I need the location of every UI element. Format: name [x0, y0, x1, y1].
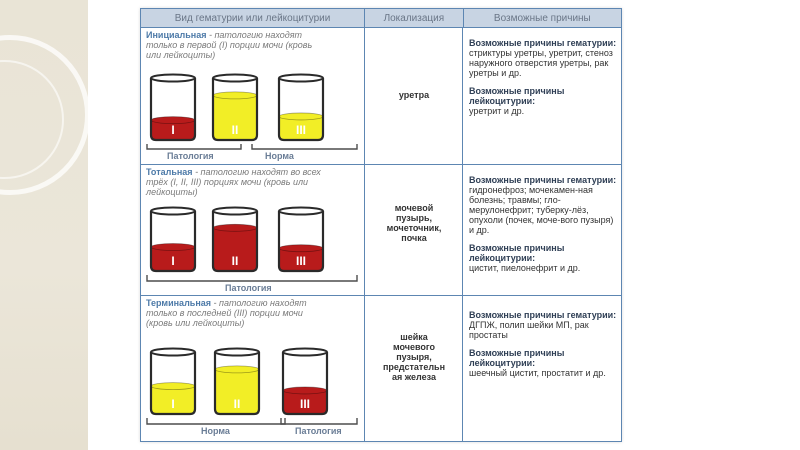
cup-liquid-surface [151, 244, 195, 251]
header-causes: Возможные причины [493, 12, 591, 24]
cup-liquid-surface [279, 245, 323, 252]
cup-1 [151, 208, 195, 272]
cup-rim [151, 208, 195, 215]
cup-numeral: III [295, 254, 307, 268]
label-left: Патология [167, 151, 214, 161]
type-cell [141, 165, 365, 295]
causes-cell [463, 296, 621, 441]
cup-3 [283, 349, 327, 415]
label-right: Патология [295, 426, 342, 436]
type-name: Инициальная [146, 30, 207, 40]
leukocyturia-causes: уретрит и др. [469, 106, 525, 116]
cup-rim [283, 349, 327, 356]
cup-numeral: I [171, 397, 175, 411]
header-localization: Локализация [365, 9, 464, 27]
table-header [141, 9, 621, 28]
causes-cell [463, 165, 621, 295]
cup-rim [213, 75, 257, 82]
hematuria-heading: Возможные причины гематурии: [469, 310, 617, 320]
cups-illustration [141, 165, 365, 295]
table-row-initial [141, 28, 621, 165]
localization-cell [365, 165, 463, 295]
type-cell [141, 28, 365, 164]
cup-3 [279, 75, 323, 141]
cup-1 [151, 75, 195, 141]
cup-rim [279, 75, 323, 82]
table-row-total [141, 165, 621, 296]
cup-liquid-surface [283, 387, 327, 394]
leukocyturia-heading: Возможные причины лейкоцитурии: [469, 86, 565, 106]
hematuria-heading: Возможные причины гематурии: [469, 38, 617, 48]
left-decor-band [0, 0, 88, 450]
type-name: Тотальная [146, 167, 193, 177]
cup-3 [279, 208, 323, 272]
localization-text: шейка мочевого пузыря, предстательн ая железа [382, 332, 446, 382]
cups-illustration [141, 28, 365, 164]
label-left: Норма [201, 426, 230, 436]
cup-numeral: II [231, 123, 239, 137]
hematuria-causes: ДГПЖ, полип шейки МП, рак простаты [469, 320, 589, 340]
leukocyturia-heading: Возможные причины лейкоцитурии: [469, 348, 565, 368]
cup-rim [151, 349, 195, 356]
type-description: Терминальная - патологию находят только в последней (III) порции мочи (кровь или лейкоциты) [146, 298, 307, 328]
cups-illustration [141, 296, 365, 441]
cup-numeral: I [171, 123, 175, 137]
type-name: Терминальная [146, 298, 212, 308]
cup-2 [213, 75, 257, 141]
type-description: Инициальная - патологию находят только в первой (I) порции мочи (кровь или лейкоциты) [146, 30, 313, 60]
causes-text [469, 310, 617, 386]
cup-rim [215, 349, 259, 356]
type-cell [141, 296, 365, 441]
table-row-terminal [141, 296, 621, 441]
localization-text: мочевой пузырь, мочеточник, почка [386, 203, 442, 243]
cup-liquid-surface [215, 366, 259, 373]
cup-2 [213, 208, 257, 272]
label-center: Патология [225, 283, 272, 293]
cup-2 [215, 349, 259, 415]
cup-numeral: III [299, 397, 311, 411]
hematuria-heading: Возможные причины гематурии: [469, 175, 617, 185]
header-type: Вид гематурии или лейкоцитурии [141, 9, 365, 27]
localization-cell [365, 296, 463, 441]
cup-rim [213, 208, 257, 215]
cup-numeral: I [171, 254, 175, 268]
localization-text: уретра [398, 90, 430, 100]
cup-group [151, 349, 327, 415]
causes-cell [463, 28, 621, 164]
type-description: Тотальная - патологию находят во всех трёх (I, II, III) порциях мочи (кровь или лейкоциты) [146, 167, 321, 197]
cup-liquid-surface [279, 113, 323, 120]
localization-cell [365, 28, 463, 164]
cup-1 [151, 349, 195, 415]
cup-rim [151, 75, 195, 82]
cup-numeral: III [295, 123, 307, 137]
cup-group [151, 208, 323, 272]
hematuria-table [140, 8, 622, 442]
cup-liquid-surface [151, 383, 195, 390]
label-right: Норма [265, 151, 294, 161]
causes-text [469, 38, 617, 124]
leukocyturia-causes: цистит, пиелонефрит и др. [469, 263, 581, 273]
cup-liquid-surface [213, 224, 257, 231]
leukocyturia-heading: Возможные причины лейкоцитурии: [469, 243, 565, 263]
cup-numeral: II [231, 254, 239, 268]
hematuria-causes: стриктуры уретры, уретрит, стеноз наружного отверстия уретры, рак уретры и др. [469, 48, 613, 78]
cup-numeral: II [233, 397, 241, 411]
cup-rim [279, 208, 323, 215]
cup-group [151, 75, 323, 141]
cup-liquid-surface [213, 92, 257, 99]
hematuria-causes: гидронефроз; мочекамен-ная болезнь; травмы; гло-мерулонефрит; туберку-лёз, опухоли (почек, моче-вого пузыря) и др. [469, 185, 614, 235]
causes-text [469, 175, 617, 281]
leukocyturia-causes: шеечный цистит, простатит и др. [469, 368, 606, 378]
